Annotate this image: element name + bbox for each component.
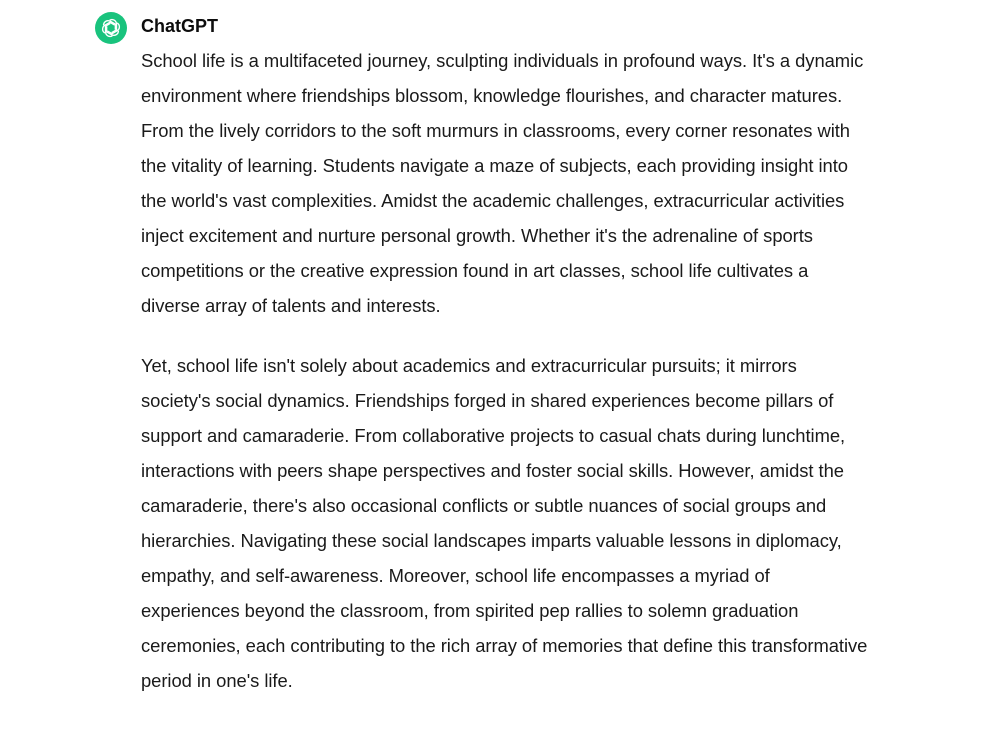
message-paragraph: School life is a multifaceted journey, sculpting individuals in profound ways. It's a dynamic environment where friendships blossom, knowledge flourishes, and character matures. From the lively corridors to the soft murmurs in classrooms, every corner resonates with the vitality of learning. Students navigate a maze of subjects, each providing insight into the world's vast complexities. Amidst the academic challenges, extracurricular activities inject excitement and nurture personal growth. Whether it's the adrenaline of sports competitions or the creative expression found in art classes, school life cultivates a diverse array of talents and interests. (141, 50, 864, 316)
openai-logo-icon (100, 17, 122, 39)
message-paragraph: Yet, school life isn't solely about academics and extracurricular pursuits; it mirrors society's social dynamics. Friendships forged in shared experiences become pillars of support and camaraderie. From collaborative projects to casual chats during lunchtime, interactions with peers shape perspectives and foster social skills. However, amidst the camaraderie, there's also occasional conflicts or subtle nuances of social groups and hierarchies. Navigating these social landscapes imparts valuable lessons in diplomacy, empathy, and self-awareness. Moreover, school life encompasses a myriad of experiences beyond the classroom, from spirited pep rallies to solemn graduation ceremonies, each contributing to the rich array of memories that define this transformative period in one's life. (141, 355, 868, 691)
assistant-avatar (95, 12, 127, 44)
message-content (141, 43, 871, 698)
message-author: ChatGPT (141, 16, 219, 36)
